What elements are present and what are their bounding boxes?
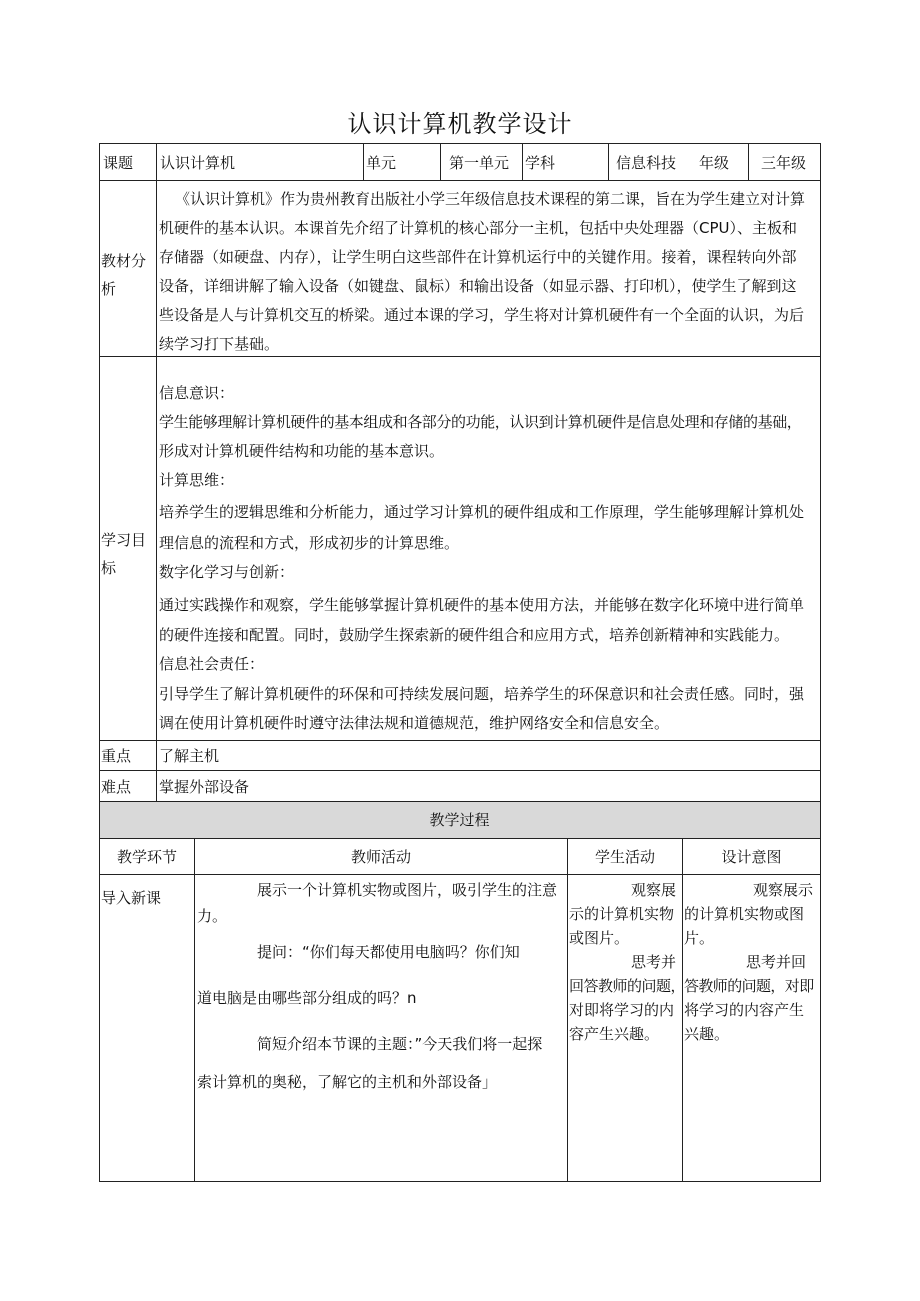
grade-label: 年级 <box>699 154 730 172</box>
material-analysis-label-line: 析 <box>101 280 117 298</box>
learning-goals-label-line: 标 <box>101 559 117 577</box>
student-line: 对即将学习的内 <box>569 1001 675 1019</box>
document-title: 认识计算机教学设计 <box>347 110 573 138</box>
material-line: 《认识计算机》作为贵州教育出版社小学三年级信息技术课程的第二课，旨在为学生建立对计算 <box>175 190 806 208</box>
goal-heading: 数字化学习与创新： <box>159 563 295 581</box>
grid-line <box>99 801 821 802</box>
grid-line <box>682 838 683 1182</box>
col-header-student: 学生活动 <box>594 848 655 866</box>
grid-line <box>99 143 100 1182</box>
intent-line: 兴趣。 <box>684 1025 730 1043</box>
grid-line <box>820 143 821 1182</box>
student-line: 思考并 <box>631 953 677 971</box>
goal-line: 形成对计算机硬件结构和功能的基本意识。 <box>159 442 445 460</box>
teacher-line: 索计算机的奥秘，了解它的主机和外部设备」 <box>197 1073 498 1091</box>
topic-value: 认识计算机 <box>160 154 236 172</box>
student-line: 或图片。 <box>569 929 630 947</box>
grid-line <box>567 838 568 1182</box>
grid-line <box>194 838 195 1182</box>
material-analysis-label <box>101 247 146 303</box>
topic-label: 课题 <box>103 154 134 172</box>
goal-line: 通过实践操作和观察，学生能够掌握计算机硬件的基本使用方法，并能够在数字化环境中进行简单 <box>159 596 805 614</box>
goal-line: 的硬件连接和配置。同时，鼓励学生探索新的硬件组合和应用方式，培养创新精神和实践能力。 <box>159 626 790 644</box>
material-line: 存储器（如硬盘、内存），让学生明白这些部件在计算机运行中的关键作用。接着，课程转向外部 <box>159 248 797 266</box>
difficulty-label: 难点 <box>101 778 132 796</box>
teacher-line: 简短介绍本节课的主题：”今天我们将一起探 <box>257 1035 543 1053</box>
grid-line <box>99 838 821 839</box>
stage-name: 导入新课 <box>101 889 162 907</box>
teacher-line: 力。 <box>197 907 228 925</box>
difficulty-value: 掌握外部设备 <box>159 778 250 796</box>
intent-line: 将学习的内容产生 <box>684 1001 805 1019</box>
grade-value: 三年级 <box>761 154 807 172</box>
goal-line: 引导学生了解计算机硬件的环保和可持续发展问题，培养学生的环保意识和社会责任感。同时，强 <box>159 685 805 703</box>
key-point-label: 重点 <box>101 747 132 765</box>
goal-line: 学生能够理解计算机硬件的基本组成和各部分的功能，认识到计算机硬件是信息处理和存储的基础， <box>159 413 802 431</box>
intent-line: 观察展示 <box>753 881 814 899</box>
intent-line: 思考并回 <box>746 953 807 971</box>
col-header-teacher: 教师活动 <box>350 848 411 866</box>
subject-value: 信息科技 <box>616 154 677 172</box>
unit-value: 第一单元 <box>449 154 510 172</box>
col-header-intent: 设计意图 <box>721 848 782 866</box>
grid-line <box>99 770 821 771</box>
grid-line <box>99 356 821 357</box>
material-analysis-label-line: 教材分 <box>101 252 147 270</box>
goal-heading: 计算思维： <box>159 471 235 489</box>
goal-line: 调在使用计算机硬件时遵守法律法规和道德规范，维护网络安全和信息安全。 <box>159 714 670 732</box>
grid-line <box>99 180 821 181</box>
intent-line: 的计算机实物或图 <box>684 905 805 923</box>
intent-line: 片。 <box>684 929 715 947</box>
key-point-value: 了解主机 <box>159 747 220 765</box>
student-line: 示的计算机实物 <box>569 905 675 923</box>
material-line: 些设备是人与计算机交互的桥梁。通过本课的学习，学生将对计算机硬件有一个全面的认识，为后 <box>159 306 805 324</box>
teacher-line: 提问：“你们每天都使用电脑吗？你们知 <box>257 943 520 961</box>
grid-line <box>440 143 441 180</box>
grid-line <box>156 143 157 801</box>
student-line: 观察展 <box>631 881 677 899</box>
material-line: 续学习打下基础。 <box>159 335 280 353</box>
subject-label: 学科 <box>525 154 556 172</box>
student-line: 回答教师的问题， <box>569 977 686 995</box>
learning-goals-label <box>101 526 146 582</box>
grid-line <box>99 874 821 875</box>
grid-line <box>99 143 821 144</box>
material-line: 机硬件的基本认识。本课首先介绍了计算机的核心部分一主机，包括中央处理器（CPU）、主板和 <box>159 219 798 237</box>
grid-line <box>363 143 364 180</box>
teacher-line: 道电脑是由哪些部分组成的吗？n <box>197 989 417 1007</box>
grid-line <box>748 143 749 180</box>
intent-line: 答教师的问题，对即 <box>684 977 814 995</box>
unit-label: 单元 <box>366 154 397 172</box>
goal-heading: 信息意识： <box>159 384 235 402</box>
grid-line <box>99 740 821 741</box>
teacher-line: 展示一个计算机实物或图片，吸引学生的注意 <box>257 881 558 899</box>
learning-goals-label-line: 学习目 <box>101 531 147 549</box>
material-line: 设备，详细讲解了输入设备（如键盘、鼠标）和输出设备（如显示器、打印机），使学生了解到这 <box>159 277 797 295</box>
grid-line <box>99 1181 821 1182</box>
grid-line <box>608 143 609 180</box>
grid-line <box>522 143 523 180</box>
goal-line: 培养学生的逻辑思维和分析能力，通过学习计算机的硬件组成和工作原理，学生能够理解计算机处 <box>159 503 805 521</box>
goal-line: 理信息的流程和方式，形成初步的计算思维。 <box>159 534 460 552</box>
goal-heading: 信息社会责任： <box>159 655 265 673</box>
col-header-stage: 教学环节 <box>116 848 177 866</box>
student-line: 容产生兴趣。 <box>569 1025 660 1043</box>
process-banner: 教学过程 <box>429 811 490 829</box>
